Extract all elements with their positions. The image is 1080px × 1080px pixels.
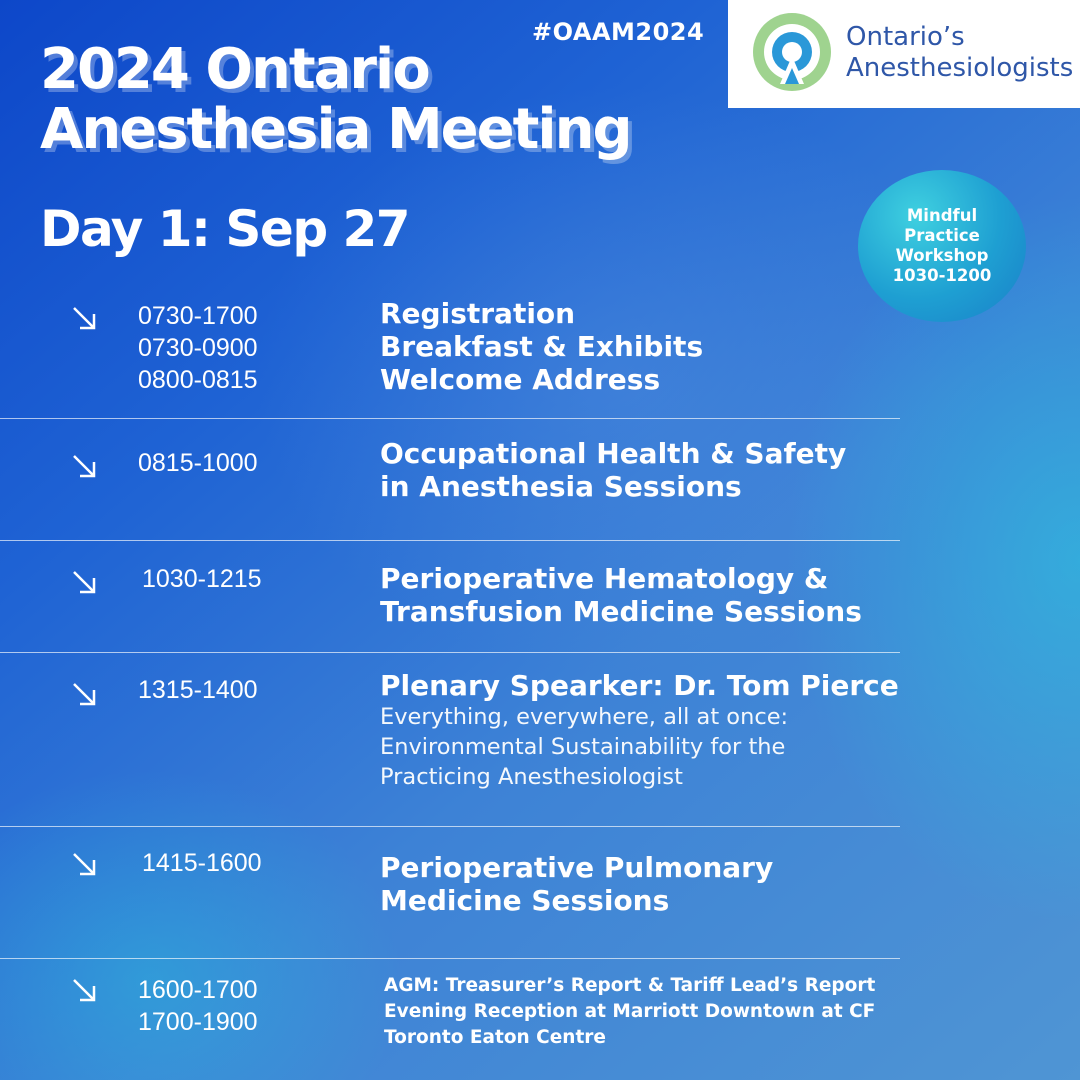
schedule-titles <box>380 669 899 792</box>
schedule-time: 1415-1600 <box>142 849 262 877</box>
schedule-time: 0815-1000 <box>138 449 258 477</box>
arrow-down-right-icon <box>70 850 98 878</box>
schedule-title: Toronto Eaton Centre <box>384 1027 606 1048</box>
description-line: Environmental Sustainability for the <box>380 734 786 760</box>
schedule-time: 0730-1700 <box>138 302 258 330</box>
divider <box>0 540 900 541</box>
divider <box>0 958 900 959</box>
description-line: Everything, everywhere, all at once: <box>380 704 789 730</box>
schedule-title: Breakfast & Exhibits <box>380 330 704 363</box>
workshop-line: Workshop <box>895 246 989 265</box>
workshop-line: Practice <box>904 226 980 245</box>
schedule-times <box>142 563 262 595</box>
schedule-times <box>138 674 258 706</box>
arrow-down-right-icon <box>70 680 98 708</box>
schedule-times <box>138 447 258 479</box>
arrow-down-right-icon <box>70 304 98 332</box>
schedule-title: Transfusion Medicine Sessions <box>380 595 862 628</box>
schedule-titles <box>380 851 773 917</box>
divider <box>0 826 900 827</box>
schedule-time: 1030-1215 <box>142 565 262 593</box>
schedule-title: Medicine Sessions <box>380 884 670 917</box>
schedule-titles <box>384 973 875 1051</box>
schedule-title: Perioperative Pulmonary <box>380 851 774 884</box>
title-line-2: Anesthesia Meeting <box>40 97 631 162</box>
schedule-titles <box>380 437 846 503</box>
schedule-time: 1600-1700 <box>138 976 258 1004</box>
plenary-title: Plenary Spearker: Dr. Tom Pierce <box>380 669 899 702</box>
schedule-titles <box>380 297 703 396</box>
arrow-down-right-icon <box>70 452 98 480</box>
title-line-1: 2024 Ontario <box>40 37 429 102</box>
schedule-time: 0800-0815 <box>138 366 258 394</box>
schedule-times <box>138 300 258 396</box>
plenary-description <box>380 702 899 792</box>
schedule-time: 1700-1900 <box>138 1008 258 1036</box>
hashtag: #OAAM2024 <box>532 18 705 46</box>
day-heading: Day 1: Sep 27 <box>40 200 410 258</box>
divider <box>0 652 900 653</box>
schedule-title: Perioperative Hematology & <box>380 562 829 595</box>
schedule-times <box>142 847 262 879</box>
schedule-time: 0730-0900 <box>138 334 258 362</box>
schedule-title: AGM: Treasurer’s Report & Tariff Lead’s Report <box>384 975 876 996</box>
schedule-title: Evening Reception at Marriott Downtown at CF <box>384 1001 876 1022</box>
description-line: Practicing Anesthesiologist <box>380 764 683 790</box>
schedule-title: in Anesthesia Sessions <box>380 470 742 503</box>
workshop-time: 1030-1200 <box>892 266 992 285</box>
divider <box>0 418 900 419</box>
schedule-titles <box>380 562 862 628</box>
schedule-times <box>138 974 258 1038</box>
arrow-down-right-icon <box>70 976 98 1004</box>
logo-name-line-1: Ontario’s <box>846 22 965 52</box>
schedule-title: Welcome Address <box>380 363 661 396</box>
logo-name-line-2: Anesthesiologists <box>846 53 1074 83</box>
arrow-down-right-icon <box>70 568 98 596</box>
schedule-title: Occupational Health & Safety <box>380 437 847 470</box>
schedule-time: 1315-1400 <box>138 676 258 704</box>
schedule-title: Registration <box>380 297 576 330</box>
workshop-line: Mindful <box>906 206 978 225</box>
